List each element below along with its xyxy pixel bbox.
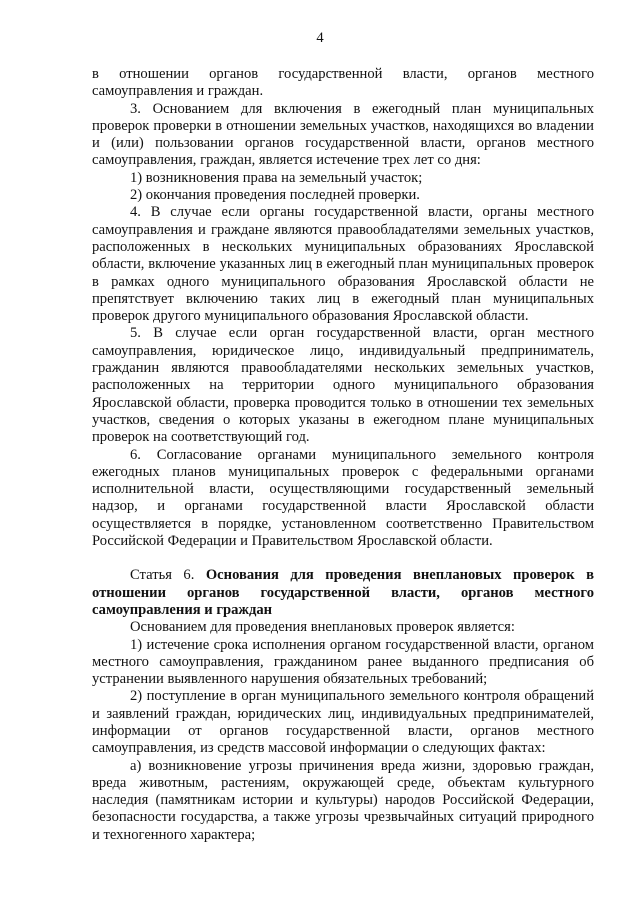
article-intro: Основанием для проведения внеплановых проверок является: bbox=[130, 619, 515, 636]
article-subitem-a: а) возникновение угрозы причинения вреда жизни, здоровью граждан, вреда животным, растениям, окружающей среде, объектам культурного наследия (памятникам истории и культуры) народов Российской Федерации, безопасности государства, а также угрозы чрезвычайных ситуаций природного и техногенного характера; bbox=[92, 757, 594, 843]
document-body bbox=[92, 66, 594, 844]
paragraph-item-5: 5. В случае если орган государственной власти, орган местного самоуправления, юридическое лицо, индивидуальный предприниматель, гражданин являются правообладателями нескольких земельных участков, расположенных на территории одного муниципального образования Ярославской области, проверка проводится только в отношении тех земельных участков, сведения о которых указаны в ежегодном плане муниципальных проверок на соответствующий год. bbox=[92, 325, 594, 446]
article-heading bbox=[92, 567, 594, 619]
page-number: 4 bbox=[316, 30, 324, 46]
article-label: Статья 6. bbox=[130, 567, 195, 584]
article-item-2: 2) поступление в орган муниципального земельного контроля обращений и заявлений граждан, юридических лиц, индивидуальных предпринимателей, информации от органов государственной власти, органов местного самоуправления, из средств массовой информации о следующих фактах: bbox=[92, 688, 594, 757]
article-title: Основания для проведения внеплановых проверок в отношении органов государственной власти, органов местного самоуправления и граждан bbox=[92, 567, 594, 618]
article-item-1: 1) истечение срока исполнения органом государственной власти, органом местного самоуправления, гражданином ранее выданного предписания об устранении выявленного нарушения обязательных требований; bbox=[92, 636, 594, 688]
paragraph-subitem-1: 1) возникновения права на земельный участок; bbox=[130, 169, 423, 186]
paragraph-subitem-2: 2) окончания проведения последней проверки. bbox=[130, 187, 420, 204]
paragraph-continuation: в отношении органов государственной власти, органов местного самоуправления и граждан. bbox=[92, 66, 594, 100]
paragraph-item-6: 6. Согласование органами муниципального земельного контроля ежегодных планов муниципальных проверок с федеральными органами исполнительной власти, осуществляющими государственный земельный надзор, и органами государственной власти Ярославской области осуществляется в порядке, установленном соответственно Правительством Российской Федерации и Правительством Ярославской области. bbox=[92, 446, 594, 550]
paragraph-item-3: 3. Основанием для включения в ежегодный план муниципальных проверок проверки в отношении земельных участков, находящихся во владении и (или) пользовании органов государственной власти, органов местного самоуправления, граждан, является истечение трех лет со дня: bbox=[92, 100, 594, 169]
paragraph-item-4: 4. В случае если органы государственной власти, органы местного самоуправления и граждане являются правообладателями земельных участков, расположенных в нескольких муниципальных образованиях Ярославской области, включение указанных лиц в ежегодный план муниципальных проверок в рамках одного муниципального образования Ярославской области не препятствует включению таких лиц в ежегодный план муниципальных проверок другого муниципального образования Ярославской области. bbox=[92, 204, 594, 325]
